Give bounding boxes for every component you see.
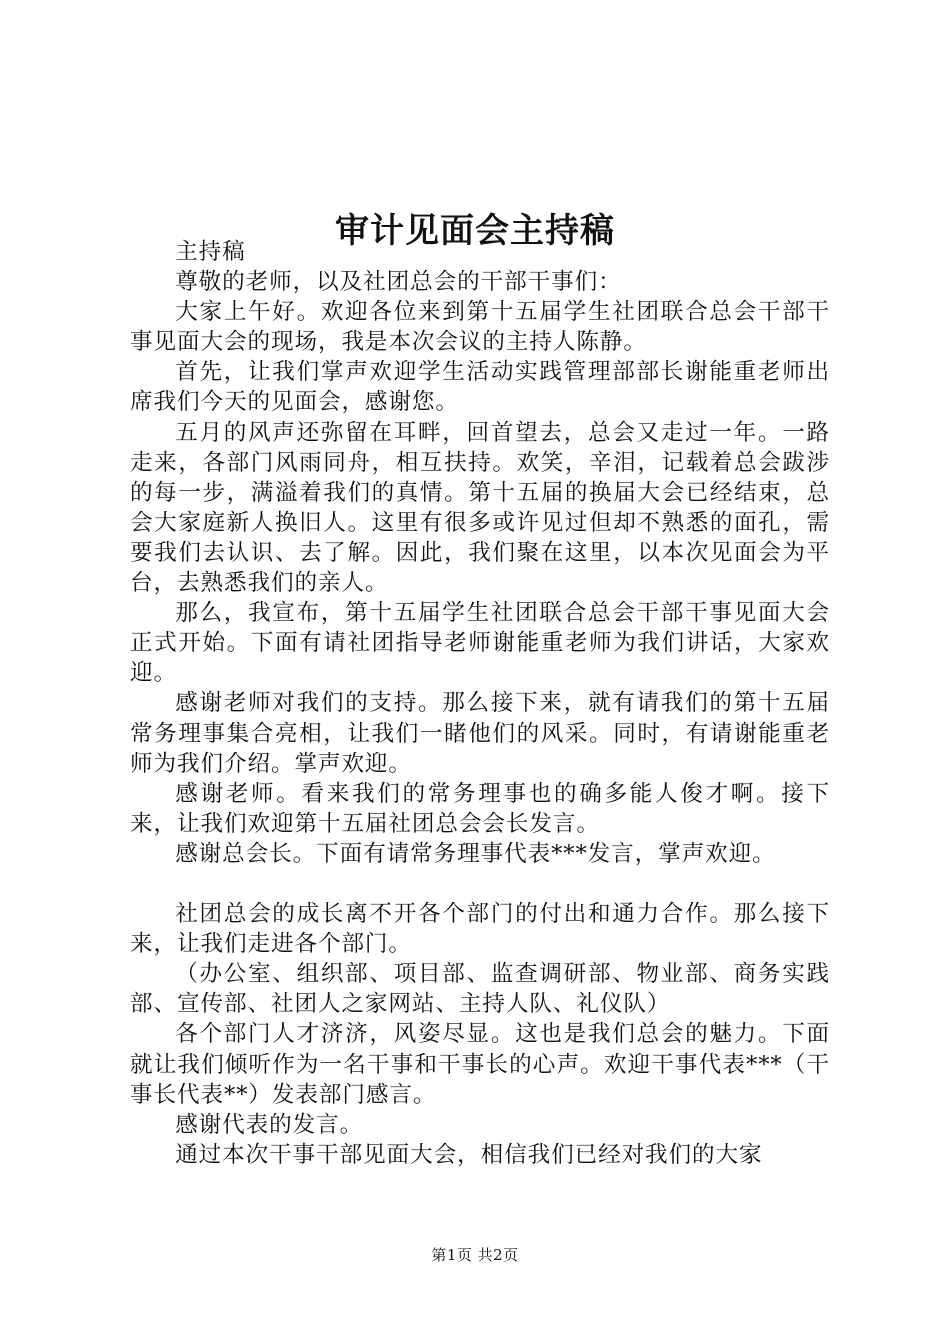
paragraph-11: （办公室、组织部、项目部、监查调研部、物业部、商务实践部、宣传部、社团人之家网站、主持人队、礼仪队） bbox=[130, 961, 830, 1018]
document-body bbox=[130, 237, 830, 1170]
paragraph-2: 尊敬的老师，以及社团总会的干部干事们： bbox=[175, 269, 622, 296]
paragraph-10: 社团总会的成长离不开各个部门的付出和通力合作。那么接下来，让我们走进各个部门。 bbox=[130, 901, 830, 958]
paragraph-14: 通过本次干事干部见面大会，相信我们已经对我们的大家 bbox=[175, 1141, 763, 1168]
paragraph-8: 感谢老师。看来我们的常务理事也的确多能人俊才啊。接下来，让我们欢迎第十五届社团总会会长发言。 bbox=[130, 780, 830, 837]
paragraph-5: 五月的风声还弥留在耳畔，回首望去，总会又走过一年。一路走来，各部门风雨同舟，相互扶持。欢笑，辛泪，记载着总会跋涉的每一步，满溢着我们的真情。第十五届的换届大会已经结束，总会大家庭新人换旧人。这里有很多或许见过但却不熟悉的面孔，需要我们去认识、去了解。因此，我们聚在这里，以本次见面会为平台，去熟悉我们的亲人。 bbox=[130, 419, 830, 597]
blank-line bbox=[130, 869, 830, 899]
paragraph-1: 主持稿 bbox=[175, 239, 246, 265]
paragraph-7: 感谢老师对我们的支持。那么接下来，就有请我们的第十五届常务理事集合亮相，让我们一睹他们的风采。同时，有请谢能重老师为我们介绍。掌声欢迎。 bbox=[130, 690, 830, 777]
paragraph-3: 大家上午好。欢迎各位来到第十五届学生社团联合总会干部干事见面大会的现场，我是本次会议的主持人陈静。 bbox=[130, 299, 830, 356]
paragraph-9: 感谢总会长。下面有请常务理事代表***发言，掌声欢迎。 bbox=[175, 840, 776, 867]
page-footer: 第1页 共2页 bbox=[431, 1246, 519, 1264]
paragraph-13: 感谢代表的发言。 bbox=[175, 1111, 364, 1138]
paragraph-12: 各个部门人才济济，风姿尽显。这也是我们总会的魅力。下面就让我们倾听作为一名干事和干事长的心声。欢迎干事代表***（干事长代表**）发表部门感言。 bbox=[130, 1021, 830, 1108]
paragraph-6: 那么，我宣布，第十五届学生社团联合总会干部干事见面大会正式开始。下面有请社团指导老师谢能重老师为我们讲话，大家欢迎。 bbox=[130, 600, 830, 687]
document-title: 审计见面会主持稿 bbox=[335, 210, 615, 251]
paragraph-4: 首先，让我们掌声欢迎学生活动实践管理部部长谢能重老师出席我们今天的见面会，感谢您。 bbox=[130, 359, 830, 416]
